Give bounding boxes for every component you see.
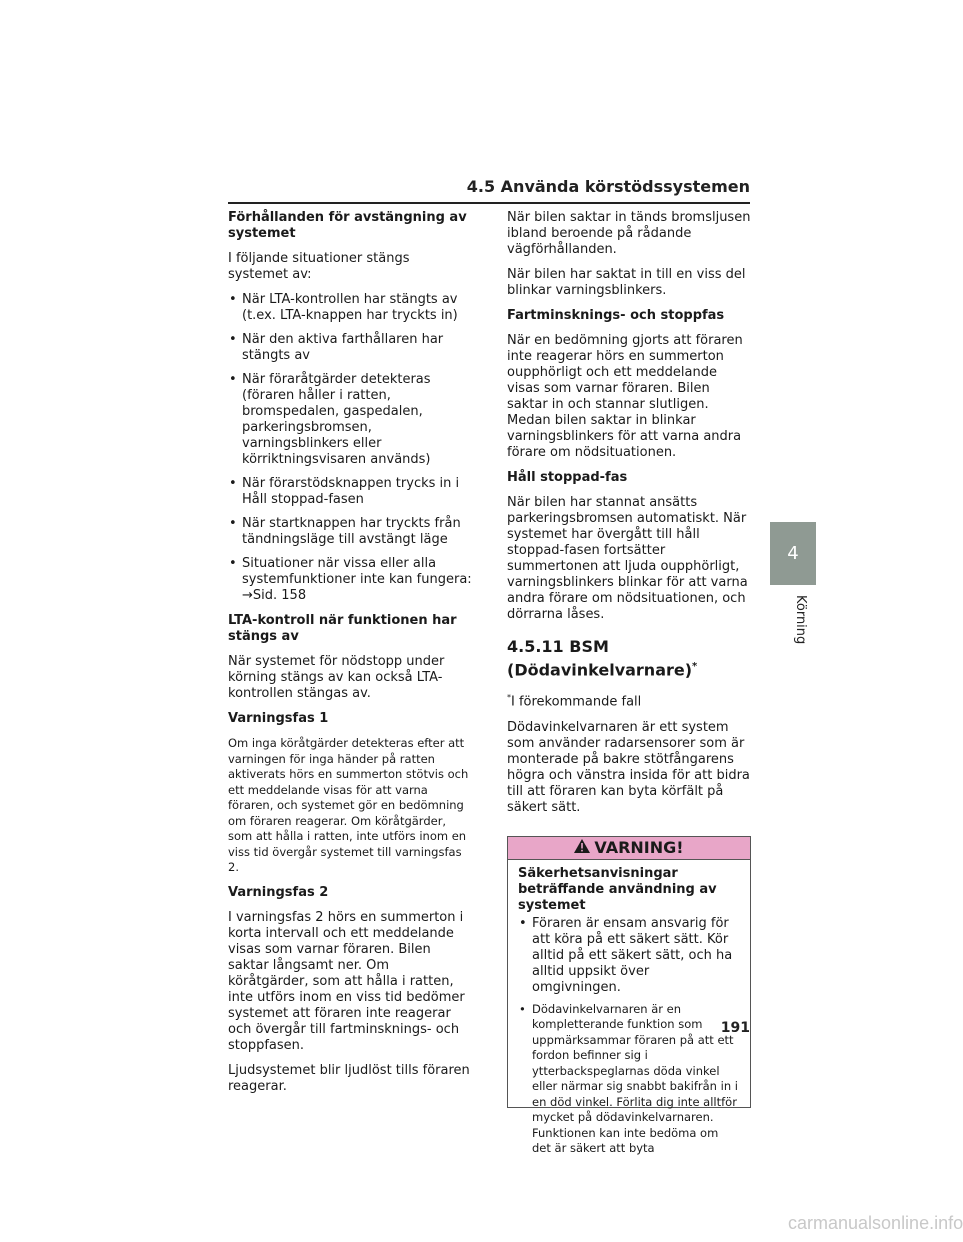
heading-deceleration-phase: Fartminsknings- och stoppfas xyxy=(507,308,725,323)
section-title-asterisk: * xyxy=(692,661,698,672)
chapter-tab-label: Körning xyxy=(793,595,808,645)
shutdown-list xyxy=(228,292,473,604)
warning-box xyxy=(507,836,751,1156)
chapter-tab: 4 xyxy=(770,522,816,585)
arrow-icon: → xyxy=(242,588,253,603)
right-column xyxy=(507,210,752,1156)
footnote-asterisk: * xyxy=(507,693,511,703)
heading-shutdown-conditions: Förhållanden för avstängning av systemet xyxy=(228,210,467,241)
paragraph-hold-phase: När bilen har stannat ansätts parkeringsbromsen automatiskt. När systemet har övergått till håll stoppad-fasen fortsätter summertonen att ljuda oupphörligt, varningsblinkers blinkar för att varna andra förare om nödsituationen, och dörrarna låses. xyxy=(507,495,748,622)
paragraph-brake-lights: När bilen saktar in tänds bromsljusen ibland beroende på rådande vägförhållanden. xyxy=(507,210,751,257)
chapter-header: 4.5 Använda körstödssystemen xyxy=(466,177,750,196)
paragraph-warning-phase-1: Om inga köråtgärder detekteras efter att varningen för inga händer på ratten aktiverats hörs en summerton stötvis och ett meddelande visas för att varna föraren, och systemet gör en bedömning om föraren reagerar. Om köråtgärder, som att hålla i ratten, inte utförs inom en viss tid övergår systemet till varningsfas 2. xyxy=(228,736,469,874)
page-reference-link[interactable]: Sid. 158 xyxy=(252,588,307,603)
section-title-text: 4.5.11 BSM (Dödavinkelvarnare) xyxy=(507,637,693,680)
warning-header xyxy=(508,837,750,860)
header-divider xyxy=(228,202,750,204)
paragraph-audio: Ljudsystemet blir ljudlöst tills föraren reagerar. xyxy=(228,1062,470,1094)
list-item: • När den aktiva farthållaren har stängts av xyxy=(228,332,473,364)
footnote-text: I förekommande fall xyxy=(511,694,642,710)
list-item xyxy=(228,556,473,604)
warning-label: VARNING! xyxy=(594,837,684,857)
paragraph-lta: När systemet för nödstopp under körning stängs av kan också LTA-kontrollen stängas av. xyxy=(228,654,445,701)
list-item: • Föraren är ensam ansvarig för att köra på ett säkert sätt. Kör alltid på ett säkert sätt, och ha alltid uppsikt över omgivningen. xyxy=(518,916,740,996)
paragraph-warning-phase-2: I varningsfas 2 hörs en summerton i korta intervall och ett meddelande visas som varnar föraren. Bilen saktar långsamt ner. Om köråtgärder, som att hålla i ratten, inte utförs inom en viss tid bedömer systemet att föraren inte reagerar och övergår till fartminsknings- och stoppfasen. xyxy=(228,909,465,1053)
paragraph-intro: I följande situationer stängs systemet av: xyxy=(228,251,410,282)
warning-body xyxy=(508,860,750,1157)
heading-hold-phase: Håll stoppad-fas xyxy=(507,470,628,485)
heading-warning-phase-2: Varningsfas 2 xyxy=(228,884,329,900)
list-item: • Dödavinkelvarnaren är en kompletterande funktion som uppmärksammar föraren på att ett fordon befinner sig i ytterbackspeglarnas döda vinkel eller närmar sig snabbt bakifrån in i en död vinkel. Förlita dig inte alltför mycket på dödavinkelvarnaren. Funktionen kan inte bedöma om det är säkert att byta xyxy=(518,1002,740,1157)
left-column xyxy=(228,210,473,1104)
section-title-bsm xyxy=(507,637,752,680)
list-item: • När startknappen har tryckts från tändningsläge till avstängt läge xyxy=(228,516,473,548)
heading-warning-phase-1: Varningsfas 1 xyxy=(228,711,329,726)
list-item: • När förarstödsknappen trycks in i Håll stoppad-fasen xyxy=(228,476,473,508)
page-number: 191 xyxy=(720,1020,750,1036)
heading-lta-control: LTA-kontroll när funktionen har stängs av xyxy=(228,613,457,644)
list-item: • När föraråtgärder detekteras (föraren håller i ratten, bromspedalen, gaspedalen, parkeringsbromsen, varningsblinkers eller körriktningsvisaren används) xyxy=(228,372,473,468)
paragraph-bsm-intro: Dödavinkelvarnaren är ett system som använder radarsensorer som är monterade på bakre stötfångarens högra och vänstra insida för att bidra till att föraren kan byta körfält på säkert sätt. xyxy=(507,719,750,815)
list-item: • När LTA-kontrollen har stängts av (t.ex. LTA-knappen har tryckts in) xyxy=(228,292,473,324)
warning-list xyxy=(518,916,740,1157)
warning-triangle-icon xyxy=(574,839,594,856)
warning-title: Säkerhetsanvisningar beträffande användning av systemet xyxy=(518,865,717,913)
paragraph-deceleration: När en bedömning gjorts att föraren inte reagerar hörs en summerton oupphörligt och ett meddelande visas som varnar föraren. Bilen saktar in och stannar slutligen. Medan bilen saktar in blinkar varningsblinkers för att varna andra förare om nödsituationen. xyxy=(507,333,743,460)
footnote xyxy=(507,690,752,710)
watermark: carmanualsonline.info xyxy=(788,1213,963,1233)
list-item-text: Situationer när vissa eller alla systemfunktioner inte kan fungera: xyxy=(242,556,472,587)
paragraph-hazard-lights: När bilen har saktat in till en viss del blinkar varningsblinkers. xyxy=(507,267,746,298)
